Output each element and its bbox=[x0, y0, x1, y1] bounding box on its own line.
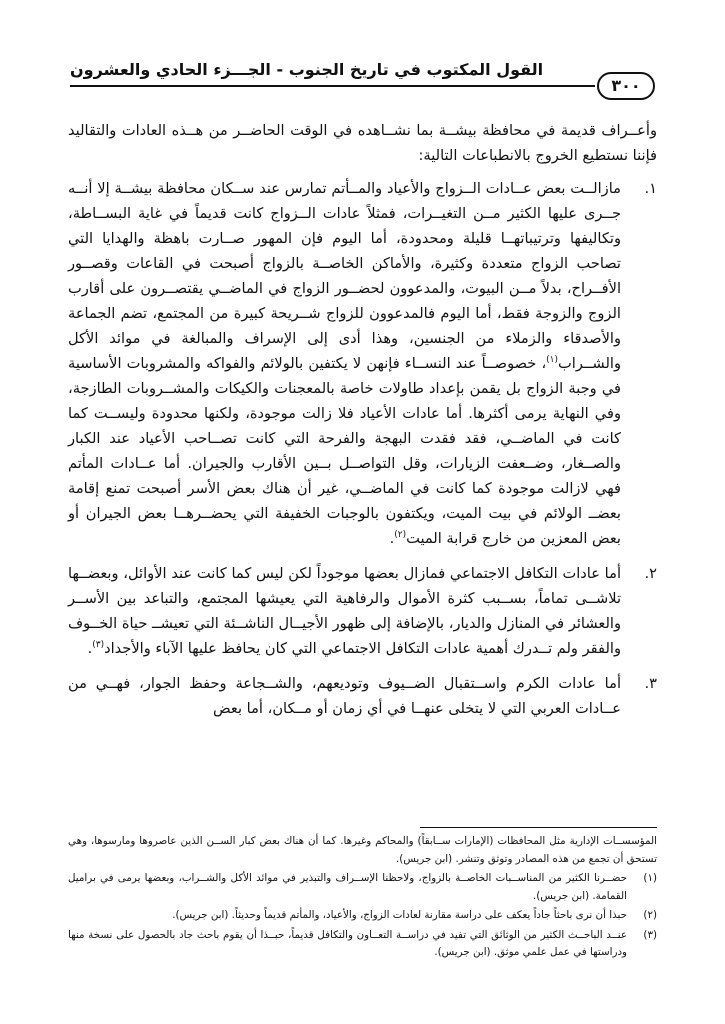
footnote-reference[interactable]: (٢) bbox=[394, 530, 407, 541]
list-item-text: . bbox=[87, 640, 93, 657]
footnote-text: عنــد الباحــث الكثير من الوثائق التي تفيد في دراســة التعــاون والتكافل قديماً، حبــذا أن يقوم باحث جاد بالحصول على نسخة منها ودراستها في عمل علمي موثق. (ابن جريس). bbox=[68, 928, 627, 958]
list-item-number: ١. bbox=[644, 180, 657, 197]
list-item-text: . bbox=[389, 530, 395, 547]
footnote-text: حضــرنا الكثير من المناســبات الخاصــة بالزواج، ولاحظنا الإســراف والتبذير في موائد الأكل والشــراب، وبعضها يرمى في براميل القمامة. (ابن جريس). bbox=[68, 872, 627, 902]
footnote-reference[interactable]: (١) bbox=[546, 355, 559, 366]
list-item-text: أما عادات الكرم واســتقبال الضــيوف وتوديعهم، والشــجاعة وحفظ الجوار، فهــي من عــادات العربي التي لا يتخلى عنهــا في أي زمان أو مــكان، أما بعض bbox=[68, 675, 621, 717]
footnote-number: (٢) bbox=[643, 909, 657, 921]
list-item-text: أما عادات التكافل الاجتماعي فمازال بعضها موجوداً لكن ليس كما كانت عند الأوائل، وبعضــها تلاشــى تماماً، بســبب كثرة الأموال والرفاهية التي يعيشها المجتمع، والتباعد بين الأســر والعشائر في المنازل والديار، بالإضافة إلى ظهور الأجيــال الناشــئة التي تعيشــ حياة الخــوف والفقر ولم تــدرك أهمية عادات التكافل الاجتماعي التي كان يحافظ عليها الآباء والأجداد bbox=[68, 565, 621, 657]
intro-paragraph: وأعــراف قديمة في محافظة بيشــة بما نشــاهده في الوقت الحاضــر من هــذه العادات والتقاليد فإننا نستطيع الخروج بالانطباعات التالية: bbox=[68, 122, 657, 164]
footnote bbox=[68, 870, 657, 905]
running-title: القول المكتوب في تاريخ الجنوب - الجـــزء الحادي والعشرون bbox=[70, 60, 544, 79]
list-item bbox=[68, 561, 657, 661]
main-text bbox=[68, 118, 657, 731]
header-rule bbox=[70, 85, 595, 87]
footnote-continuation: المؤسســات الإدارية مثل المحافظات (الإمارات ســابقاً) والمحاكم وغيرها. كما أن هناك بعض كبار الســن الذين عاصروها ومارسوها، وهي تستحق أن تجمع من هذه المصادر وتوثق وتنشر. (ابن جريس). bbox=[68, 835, 657, 865]
footnote-number: (٣) bbox=[643, 928, 657, 941]
footnote-reference[interactable]: (٣) bbox=[92, 640, 105, 651]
list-item-text: مازالــت بعض عــادات الــزواج والأعياد والمــأتم تمارس عند ســكان محافظة بيشــة إلا أنــه جــرى عليها الكثير مــن التغيــرات، فمثلاً عادات الــزواج كانت قديماً في غاية البســاطة، وتكاليفها وترتيباتهــا قليلة ومحدودة، أما اليوم فإن المهور صــارت باهظة والهدايا التي تصاحب الزواج متعددة وكثيرة، والأماكن الخاصــة بالزواج أصبحت في القاعات وقصــور الأفــراح، بدلاً مــن البيوت، والمدعوون لحضــور الزواج في الماضــي يقتصــرون على أقارب الزوج والزوجة فقط، أما اليوم فالمدعوون للزواج شــريحة كبيرة من المجتمع، تضم الجماعة والأصدقاء والزملاء من الجنسين، وهذا أدى إلى الإسراف والمبالغة في موائد الأكل والشــراب bbox=[68, 180, 621, 372]
page-number: ٣٠٠ bbox=[597, 72, 655, 100]
list-item-text: ، خصوصــاً عند النســاء فإنهن لا يكتفين بالولائم والفواكه والمشروبات الأساسية في وجبة الزواج بل يقمن بإعداد طاولات خاصة بالمعجنات والكيكات والمشــروبات الطازجة، وفي النهاية يرمى أكثرها. أما عادات الأعياد فلا زالت موجودة، ولكنها محدودة وليســت كما كانت في الماضــي، فقد فقدت البهجة والفرحة التي كانت تصــاحب الأعياد عند الكبار والصــغار، وضــعفت الزيارات، وقل التواصــل بــين الأقارب والجيران. أما عــادات المأتم فهي لازالت موجودة كما كانت في الماضــي، غير أن هناك بعض الأسر أصبحت تمنع إقامة بعضــ الولائم في بيت الميت، ويكتفون بالوجبات الخفيفة التي يحضــرهــا بعض الجيران أو بعض المعزين من خارج قرابة الميت bbox=[68, 355, 621, 547]
footnote-text: حبذا أن نرى باحثاً جاداً يعكف على دراسة مقارنة لعادات الزواج، والأعياد، والمأتم قديماً وحديثاً. (ابن جريس). bbox=[172, 909, 627, 921]
list-item-number: ٢. bbox=[644, 565, 657, 582]
footnote bbox=[68, 907, 657, 925]
list-item-number: ٣. bbox=[644, 675, 657, 692]
running-header bbox=[70, 58, 655, 104]
footnote-number: (١) bbox=[643, 872, 657, 884]
list-item bbox=[68, 176, 657, 551]
footnotes bbox=[68, 833, 657, 964]
footnote bbox=[68, 927, 657, 962]
list-item bbox=[68, 671, 657, 721]
footnote-separator bbox=[420, 827, 657, 828]
